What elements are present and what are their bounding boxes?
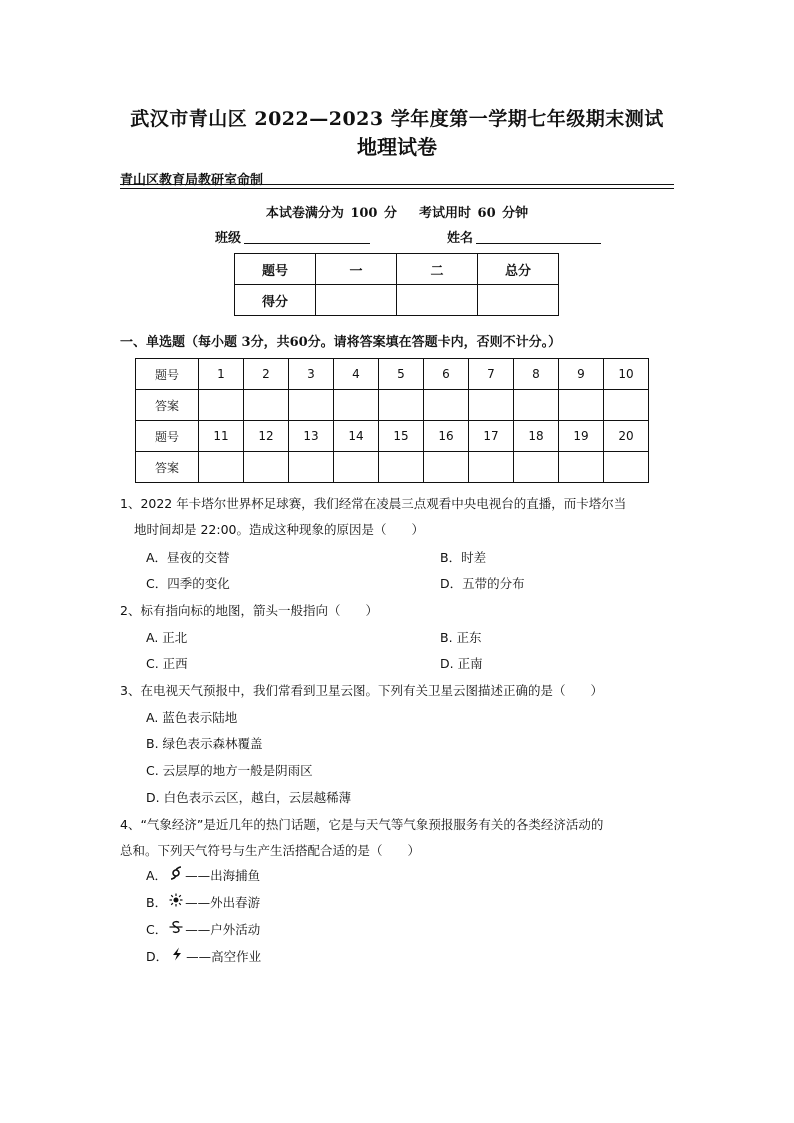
option-letter: B． [146, 895, 168, 910]
num-cell: 14 [334, 421, 379, 452]
question-4-option-d[interactable] [146, 947, 261, 965]
answer-cell[interactable] [379, 390, 424, 421]
question-2-option-d[interactable]: D. 正南 [440, 656, 483, 671]
score-input-cell[interactable] [478, 285, 559, 316]
score-table [234, 253, 559, 316]
answer-cell[interactable] [289, 390, 334, 421]
question-2-option-c[interactable]: C. 正西 [146, 656, 188, 671]
question-2-option-a[interactable]: A. 正北 [146, 630, 188, 645]
question-3-option-b[interactable]: B. 绿色表示森林覆盖 [146, 736, 263, 751]
answer-cell[interactable] [334, 390, 379, 421]
answer-cell[interactable] [199, 390, 244, 421]
question-1-line2: 地时间却是 22:00。造成这种现象的原因是（ ） [134, 522, 424, 537]
exam-subject-title: 地理试卷 [357, 135, 437, 159]
answer-grid [135, 358, 649, 483]
question-1-option-a[interactable]: A．昼夜的交替 [146, 550, 230, 565]
num-cell: 15 [379, 421, 424, 452]
num-cell: 16 [424, 421, 469, 452]
answer-cell[interactable] [244, 452, 289, 483]
question-4-line1: 4、“气象经济”是近几年的热门话题，它是与天气等气象预报服务有关的各类经济活动的 [120, 817, 604, 832]
full-score-text: 本试卷满分为 100 分 [265, 206, 398, 221]
answer-cell[interactable] [199, 452, 244, 483]
answer-cell[interactable] [604, 390, 649, 421]
answer-grid-num-row [136, 359, 649, 390]
score-cell: 总分 [478, 254, 559, 285]
num-label-cell: 题号 [136, 421, 199, 452]
num-cell: 2 [244, 359, 289, 390]
question-3-option-a[interactable]: A. 蓝色表示陆地 [146, 710, 238, 725]
question-1-line1: 1、2022 年卡塔尔世界杯足球赛，我们经常在凌晨三点观看中央电视台的直播，而卡塔尔当 [120, 496, 627, 511]
exam-time-text: 考试用时 60 分钟 [419, 206, 529, 221]
num-cell: 6 [424, 359, 469, 390]
question-3-line1: 3、在电视天气预报中，我们常看到卫星云图。下列有关卫星云图描述正确的是（ ） [120, 683, 603, 698]
num-cell: 17 [469, 421, 514, 452]
lightning-symbol-icon [168, 947, 186, 964]
num-cell: 8 [514, 359, 559, 390]
question-4-option-b[interactable] [146, 893, 260, 911]
header-rule [120, 184, 674, 185]
answer-cell[interactable] [334, 452, 379, 483]
ans-label-cell: 答案 [136, 390, 199, 421]
score-input-cell[interactable] [397, 285, 478, 316]
question-2-line1: 2、标有指向标的地图，箭头一般指向（ ） [120, 603, 378, 618]
answer-cell[interactable] [604, 452, 649, 483]
answer-cell[interactable] [559, 452, 604, 483]
question-3-option-d[interactable]: D. 白色表示云区，越白，云层越稀薄 [146, 790, 352, 805]
num-cell: 4 [334, 359, 379, 390]
num-cell: 12 [244, 421, 289, 452]
option-text: ——高空作业 [186, 949, 262, 964]
score-cell: 得分 [235, 285, 316, 316]
num-cell: 19 [559, 421, 604, 452]
score-cell: 二 [397, 254, 478, 285]
ans-label-cell: 答案 [136, 452, 199, 483]
answer-grid-answer-row [136, 390, 649, 421]
answer-cell[interactable] [514, 452, 559, 483]
num-cell: 13 [289, 421, 334, 452]
option-text: ——外出春游 [185, 895, 261, 910]
name-label: 姓名 [447, 231, 474, 246]
question-4-option-c[interactable] [146, 920, 260, 938]
question-1-option-b[interactable]: B．时差 [440, 550, 487, 565]
answer-cell[interactable] [289, 452, 334, 483]
num-cell: 3 [289, 359, 334, 390]
option-letter: C． [146, 922, 168, 937]
question-4-line2: 总和。下列天气符号与生产生活搭配合适的是（ ） [120, 843, 421, 858]
num-cell: 11 [199, 421, 244, 452]
num-cell: 18 [514, 421, 559, 452]
answer-grid-answer-row [136, 452, 649, 483]
organization-label: 青山区教育局教研室命制 [120, 173, 264, 188]
question-3-option-c[interactable]: C. 云层厚的地方一般是阴雨区 [146, 763, 313, 778]
num-cell: 20 [604, 421, 649, 452]
exam-title: 武汉市青山区 2022—2023 学年度第一学期七年级期末测试 [130, 108, 664, 130]
option-text: ——户外活动 [185, 922, 261, 937]
sunny-symbol-icon [167, 893, 185, 910]
header-rule-double [120, 188, 674, 189]
option-letter: A． [146, 868, 168, 883]
num-label-cell: 题号 [136, 359, 199, 390]
option-letter: D． [146, 949, 169, 964]
answer-cell[interactable] [469, 452, 514, 483]
question-1-option-c[interactable]: C．四季的变化 [146, 576, 230, 591]
answer-cell[interactable] [424, 452, 469, 483]
question-4-option-a[interactable] [146, 866, 260, 884]
exam-info [0, 202, 794, 221]
score-table-score-row [235, 285, 559, 316]
name-field[interactable] [476, 243, 601, 244]
num-cell: 9 [559, 359, 604, 390]
typhoon-symbol-icon [167, 866, 185, 883]
num-cell: 10 [604, 359, 649, 390]
score-cell: 一 [316, 254, 397, 285]
section-heading: 一、单选题（每小题 3分，共60分。请将答案填在答题卡内，否则不计分。） [120, 335, 562, 350]
question-2-option-b[interactable]: B. 正东 [440, 630, 482, 645]
class-field[interactable] [244, 243, 370, 244]
class-label: 班级 [215, 231, 242, 246]
answer-cell[interactable] [379, 452, 424, 483]
score-table-header-row [235, 254, 559, 285]
num-cell: 7 [469, 359, 514, 390]
score-input-cell[interactable] [316, 285, 397, 316]
answer-cell[interactable] [514, 390, 559, 421]
answer-grid-num-row [136, 421, 649, 452]
answer-cell[interactable] [559, 390, 604, 421]
option-text: ——出海捕鱼 [185, 868, 261, 883]
num-cell: 5 [379, 359, 424, 390]
num-cell: 1 [199, 359, 244, 390]
answer-cell[interactable] [469, 390, 514, 421]
answer-cell[interactable] [244, 390, 289, 421]
score-cell: 题号 [235, 254, 316, 285]
question-1-option-d[interactable]: D．五带的分布 [440, 576, 525, 591]
sandstorm-symbol-icon [167, 920, 185, 937]
answer-cell[interactable] [424, 390, 469, 421]
